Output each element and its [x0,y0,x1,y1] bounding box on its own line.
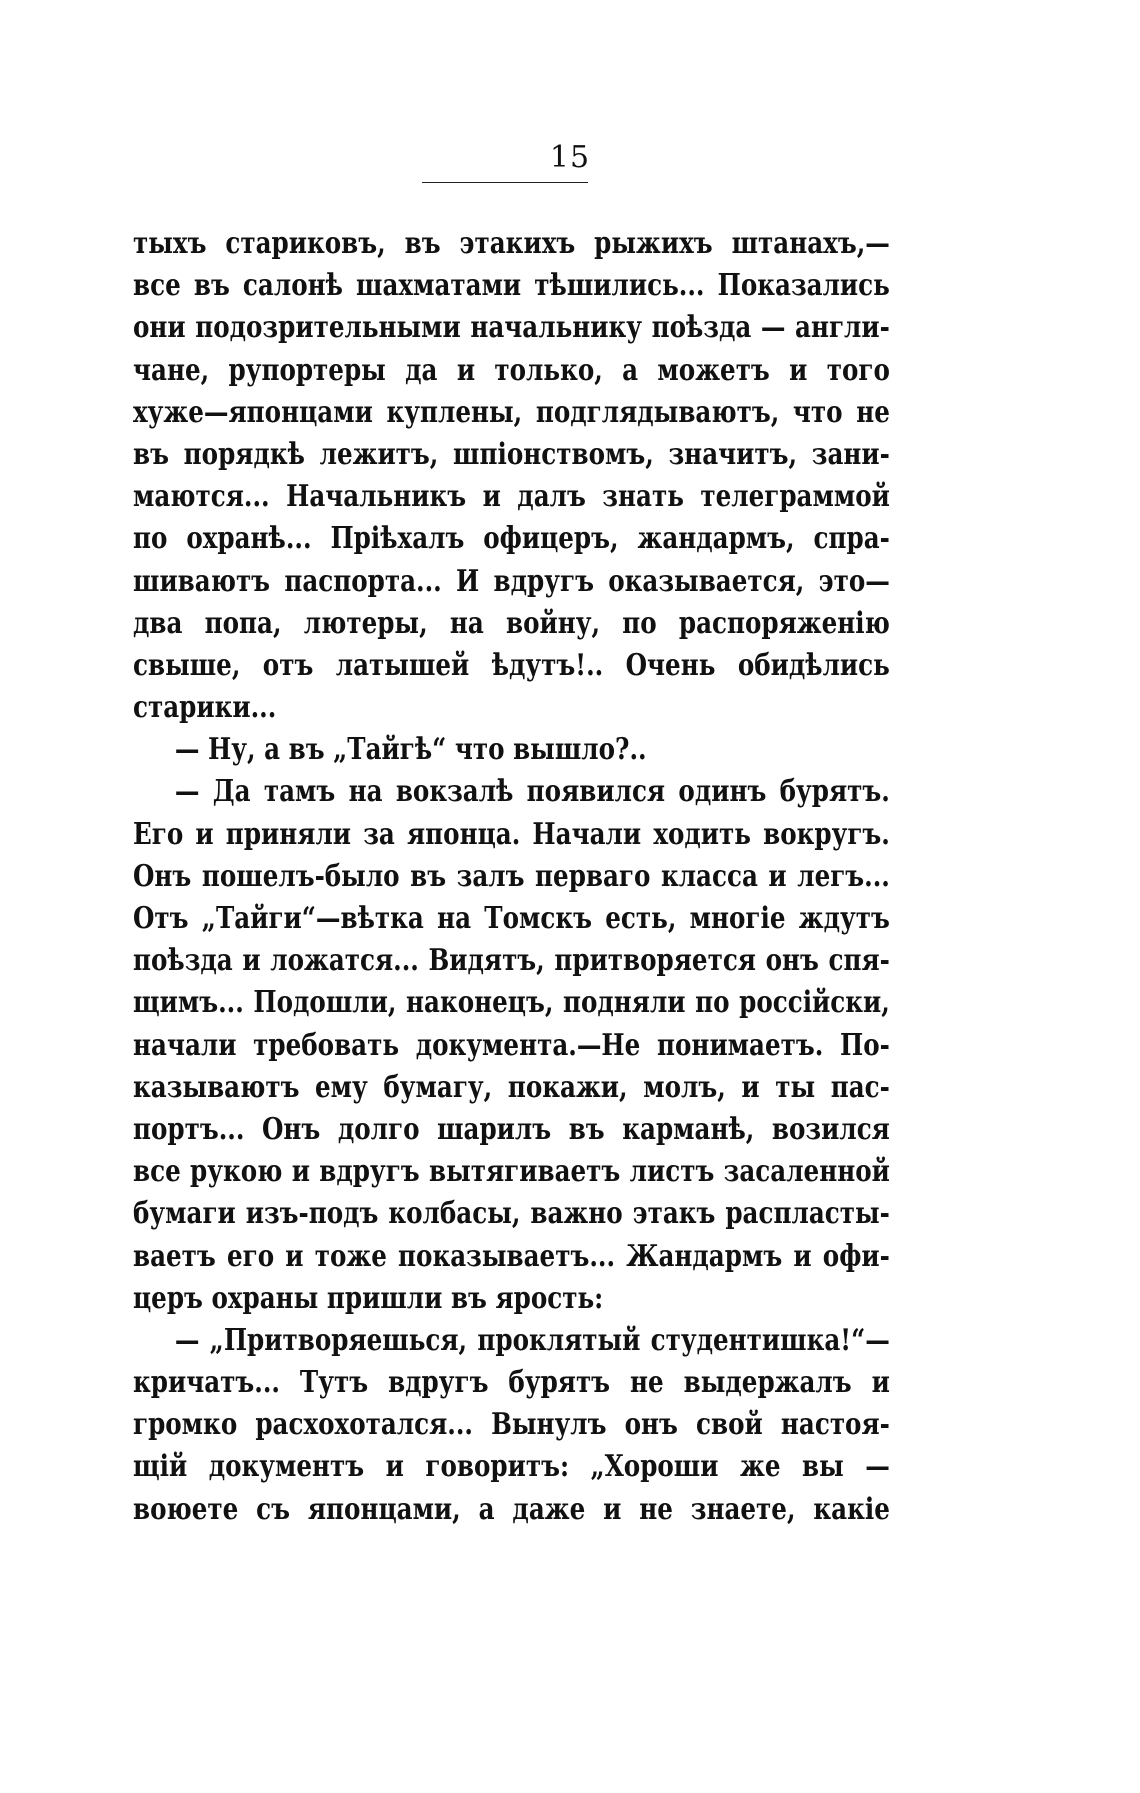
text-line: ваетъ его и тоже показываетъ... Жандармъ и офи- [133,1238,890,1274]
page-number: 15 [549,140,591,175]
text-line: они подозрительными начальнику поѣзда — англи- [133,310,890,346]
text-line: — Да тамъ на вокзалѣ появился одинъ бурятъ. [174,774,890,810]
text-line: хуже—японцами куплены, подглядываютъ, что не [133,394,890,430]
text-line: — „Притворяешься, проклятый студентишка!“— [174,1322,890,1358]
text-line: поѣзда и ложатся... Видятъ, притворяется онъ спя- [133,943,890,979]
text-line: громко расхохотался... Вынулъ онъ свой настоя- [133,1407,890,1443]
text-line: начали требовать документа.—Не понимаетъ. По- [133,1027,890,1063]
body-text [133,223,890,1531]
text-line: по охранѣ... Пріѣхалъ офицеръ, жандармъ, спра- [133,521,890,557]
text-line: маются... Начальникъ и далъ знать телеграммой [133,479,890,515]
text-line: свыше, отъ латышей ѣдутъ!.. Очень обидѣлись [133,647,890,683]
text-line: церъ охраны пришли въ ярость: [133,1280,604,1316]
text-line: кричатъ... Тутъ вдругъ бурятъ не выдержалъ и [133,1365,890,1401]
text-line: шиваютъ паспорта... И вдругъ оказывается, это— [133,563,890,599]
text-line: щимъ... Подошли, наконецъ, подняли по россійски, [133,985,890,1021]
text-line: щій документъ и говоритъ: „Хороши же вы — [133,1449,890,1485]
text-line: старики... [133,690,277,726]
text-line: чане, рупортеры да и только, а можетъ и того [133,352,890,388]
header-rule [422,182,588,183]
text-line: два попа, лютеры, на войну, по распоряженію [133,605,890,641]
text-line: бумаги изъ-подъ колбасы, важно этакъ распласты- [133,1196,890,1232]
text-line: въ порядкѣ лежитъ, шпіонствомъ, значитъ, зани- [133,436,890,472]
text-line: Онъ пошелъ-было въ залъ перваго класса и легъ... [133,858,890,894]
text-line: казываютъ ему бумагу, покажи, молъ, и ты пас- [133,1069,890,1105]
text-line: тыхъ стариковъ, въ этакихъ рыжихъ штанахъ,— [133,226,890,261]
text-line: портъ... Онъ долго шарилъ въ карманѣ, возился [133,1111,890,1147]
text-line: воюете съ японцами, а даже и не знаете, какіе [133,1491,890,1527]
text-line: Отъ „Тайги“—вѣтка на Томскъ есть, многіе ждутъ [133,901,890,936]
text-line: Его и приняли за японца. Начали ходить вокругъ. [133,816,890,852]
text-line: все въ салонѣ шахматами тѣшились... Показались [133,268,890,304]
text-line: все рукою и вдругъ вытягиваетъ листъ засаленной [133,1154,890,1190]
text-line: — Ну, а въ „Тайгѣ“ что вышло?.. [174,732,647,768]
